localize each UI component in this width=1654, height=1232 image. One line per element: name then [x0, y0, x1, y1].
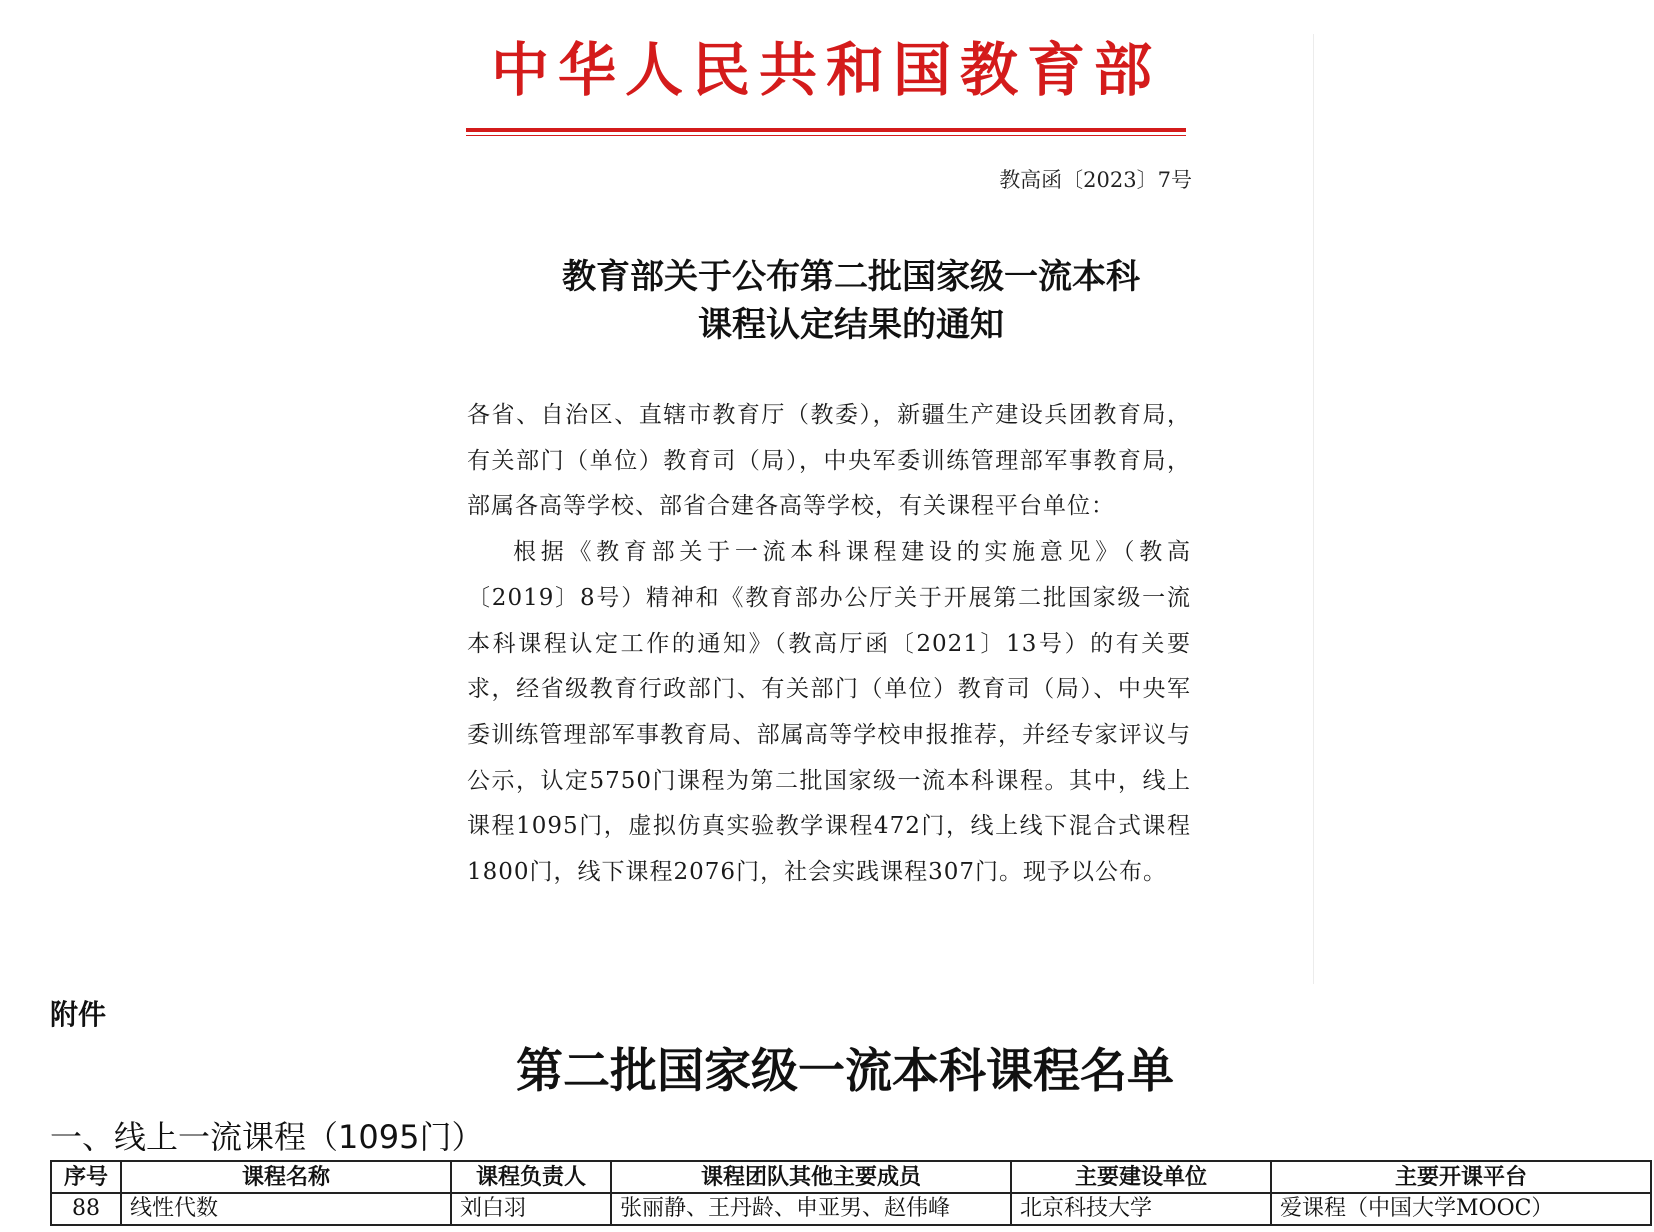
cell-course-name: 线性代数 — [121, 1193, 451, 1225]
column-header-platform: 主要开课平台 — [1271, 1161, 1651, 1193]
column-header-lead: 课程负责人 — [451, 1161, 611, 1193]
notice-title-line-1: 教育部关于公布第二批国家级一流本科 — [562, 257, 1140, 297]
cell-platform: 爱课程（中国大学MOOC） — [1271, 1193, 1651, 1225]
column-header-course-name: 课程名称 — [121, 1161, 451, 1193]
notice-title — [466, 253, 1236, 349]
column-header-index: 序号 — [51, 1161, 121, 1193]
issuer-header: 中华人民共和国教育部 — [490, 36, 1161, 104]
notice-title-line-2: 课程认定结果的通知 — [698, 305, 1004, 345]
red-separator-thin — [466, 135, 1186, 136]
cell-team: 张丽静、王丹龄、申亚男、赵伟峰 — [611, 1193, 1011, 1225]
red-separator-thick — [466, 128, 1186, 132]
cell-index: 88 — [51, 1193, 121, 1225]
section-heading: 一、线上一流课程（1095门） — [50, 1118, 484, 1156]
course-table — [50, 1160, 1652, 1226]
notice-paragraph: 根据《教育部关于一流本科课程建设的实施意见》（教高〔2019〕8号）精神和《教育部办公厅关于开展第二批国家级一流本科课程认定工作的通知》（教高厅函〔2021〕13号）的有关要求，经省级教育行政部门、有关部门（单位）教育司（局）、中央军委训练管理部军事教育局、部属高等学校申报推荐，并经专家评议与公示，认定5750门课程为第二批国家级一流本科课程。其中，线上课程1095门，虚拟仿真实验教学课程472门，线上线下混合式课程1800门，线下课程2076门，社会实践课程307门。现予以公布。 — [467, 539, 1191, 886]
notice-addressees: 各省、自治区、直辖市教育厅（教委），新疆生产建设兵团教育局，有关部门（单位）教育司（局），中央军委训练管理部军事教育局，部属各高等学校、部省合建各高等学校，有关课程平台单位： — [467, 402, 1191, 520]
column-header-team: 课程团队其他主要成员 — [611, 1161, 1011, 1193]
column-header-institution: 主要建设单位 — [1011, 1161, 1271, 1193]
cell-institution: 北京科技大学 — [1011, 1193, 1271, 1225]
attachment-label: 附件 — [50, 998, 107, 1031]
cell-lead: 刘白羽 — [451, 1193, 611, 1225]
table-header-row — [51, 1161, 1651, 1193]
course-list-title: 第二批国家级一流本科课程名单 — [516, 1044, 1174, 1099]
table-row — [51, 1193, 1651, 1225]
notice-body — [467, 393, 1191, 896]
document-page-edge — [1313, 34, 1314, 984]
document-number: 教高函〔2023〕7号 — [999, 168, 1192, 192]
